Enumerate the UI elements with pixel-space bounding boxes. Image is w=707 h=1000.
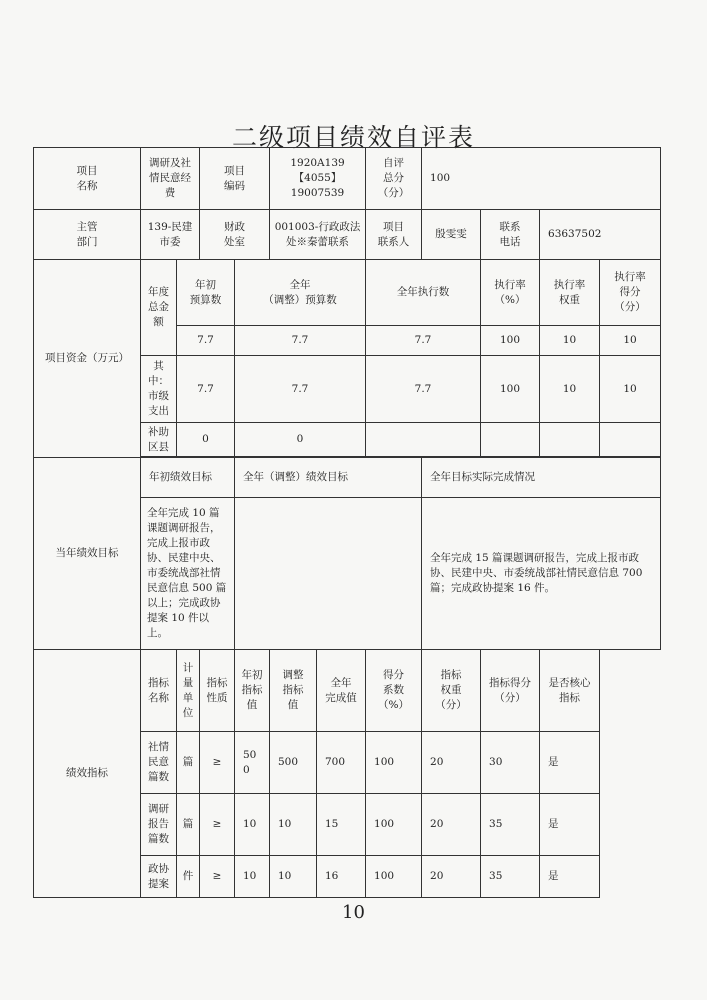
funds-total-rate: 100 [481,326,540,356]
funds-executed-header: 全年执行数 [366,260,481,326]
funds-district-executed [366,423,481,457]
funds-district-adjusted: 0 [235,423,366,457]
ind-weight: 20 [422,856,481,898]
goals-initial-text: 全年完成 10 篇课题调研报告，完成上报市政协、民建中央、市委统战部社情民意信息 500 篇以上；完成政协提案 10 件以上。 [141,498,235,650]
ind-initial: 10 [235,794,270,856]
ind-coef: 100 [366,856,422,898]
ind-score: 35 [481,856,540,898]
ind-unit-header: 计 量 单 位 [177,650,200,732]
funds-city-executed: 7.7 [366,356,481,423]
ind-weight: 20 [422,732,481,794]
ind-adjusted: 10 [270,856,317,898]
finance-label: 财政 处室 [200,210,270,260]
ind-coef: 100 [366,732,422,794]
finance-value: 001003-行政政法 处※秦蕾联系 [270,210,366,260]
ind-nature: ≥ [200,732,235,794]
contact-label: 项目 联系人 [366,210,422,260]
ind-score: 30 [481,732,540,794]
performance-table [33,147,661,898]
total-score: 100 [422,148,661,210]
ind-score: 35 [481,794,540,856]
ind-adjusted: 500 [270,732,317,794]
funds-city-weight: 10 [540,356,600,423]
funds-city-adjusted: 7.7 [235,356,366,423]
funds-district-label: 补助 区县 [141,423,177,457]
funds-city-initial: 7.7 [177,356,235,423]
ind-nature: ≥ [200,794,235,856]
goals-actual-header: 全年目标实际完成情况 [422,458,661,498]
ind-unit: 件 [177,856,200,898]
ind-initial: 10 [235,856,270,898]
dept-value: 139-民建 市委 [141,210,200,260]
ind-core: 是 [540,856,600,898]
page-title: 二级项目绩效自评表 [231,123,475,152]
ind-weight: 20 [422,794,481,856]
ind-completed: 15 [317,794,366,856]
funds-total-initial: 7.7 [177,326,235,356]
ind-completed-header: 全年 完成值 [317,650,366,732]
funds-initial-header: 年初 预算数 [177,260,235,326]
funds-city-label: 其 中： 市级 支出 [141,356,177,423]
goals-adjusted-text [235,498,422,650]
project-code: 1920A139 【4055】 19007539 [270,148,366,210]
ind-core-header: 是否核心 指标 [540,650,600,732]
indicators-section-label: 绩效指标 [34,650,141,898]
funds-rate-header: 执行率 （%） [481,260,540,326]
ind-name-header: 指标 名称 [141,650,177,732]
ind-nature: ≥ [200,856,235,898]
goals-initial-header: 年初绩效目标 [141,458,235,498]
project-code-label: 项目 编码 [200,148,270,210]
ind-coef: 100 [366,794,422,856]
ind-core: 是 [540,732,600,794]
phone-value: 63637502 [540,210,661,260]
page-number: 10 [342,902,365,923]
funds-score-header: 执行率 得分 （分） [600,260,661,326]
funds-total-executed: 7.7 [366,326,481,356]
ind-coef-header: 得分 系数 （%） [366,650,422,732]
ind-completed: 700 [317,732,366,794]
ind-adjusted-header: 调整 指标 值 [270,650,317,732]
funds-city-score: 10 [600,356,661,423]
funds-total-adjusted: 7.7 [235,326,366,356]
funds-district-rate [481,423,540,457]
ind-unit: 篇 [177,732,200,794]
ind-completed: 16 [317,856,366,898]
funds-total-label: 年度 总金 额 [141,260,177,356]
funds-district-initial: 0 [177,423,235,457]
ind-nature-header: 指标 性质 [200,650,235,732]
project-name: 调研及社 情民意经 费 [141,148,200,210]
total-score-label: 自评 总分 （分） [366,148,422,210]
goals-actual-text: 全年完成 15 篇课题调研报告，完成上报市政协、民建中央、市委统战部社情民意信息 700 篇；完成政协提案 16 件。 [422,498,661,650]
ind-name: 调研 报告 篇数 [141,794,177,856]
contact-value: 殷雯雯 [422,210,481,260]
funds-district-weight [540,423,600,457]
project-name-label: 项目 名称 [34,148,141,210]
goals-adjusted-header: 全年（调整）绩效目标 [235,458,422,498]
funds-city-rate: 100 [481,356,540,423]
funds-section-label: 项目资金（万元） [34,260,141,458]
ind-adjusted: 10 [270,794,317,856]
ind-unit: 篇 [177,794,200,856]
funds-adjusted-header: 全年 （调整）预算数 [235,260,366,326]
funds-district-score [600,423,661,457]
ind-score-header: 指标得分 （分） [481,650,540,732]
funds-weight-header: 执行率 权重 [540,260,600,326]
ind-core: 是 [540,794,600,856]
ind-weight-header: 指标 权重 （分） [422,650,481,732]
funds-total-weight: 10 [540,326,600,356]
goals-section-label: 当年绩效目标 [34,458,141,650]
phone-label: 联系 电话 [481,210,540,260]
ind-initial: 500 [235,732,270,794]
funds-total-score: 10 [600,326,661,356]
ind-initial-header: 年初 指标 值 [235,650,270,732]
dept-label: 主管 部门 [34,210,141,260]
ind-name: 政协 提案 [141,856,177,898]
ind-name: 社情 民意 篇数 [141,732,177,794]
